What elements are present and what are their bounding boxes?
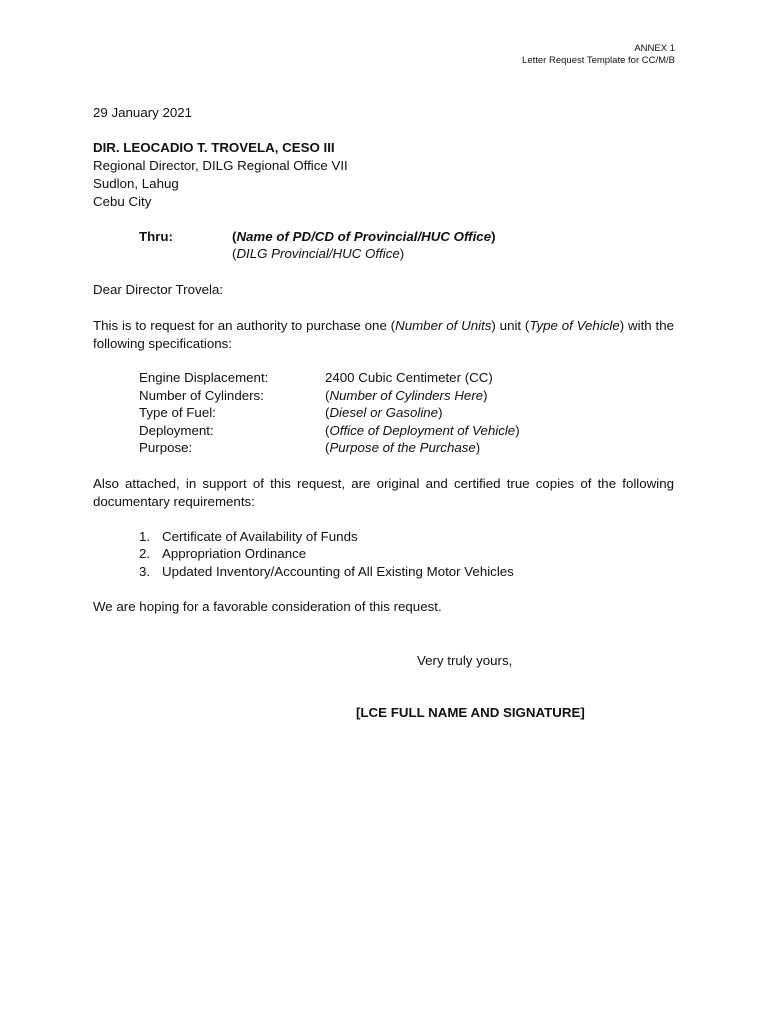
letter-date: 29 January 2021 [93,105,193,120]
spec-value [325,439,480,457]
spec-placeholder: Office of Deployment of Vehicle [329,423,516,438]
signature-placeholder: [LCE FULL NAME AND SIGNATURE] [356,705,585,720]
spec-label: Type of Fuel: [139,405,216,420]
complimentary-close: Very truly yours, [417,653,513,668]
thru-paren-open-2: ( [232,246,237,261]
spec-value-text: 2400 Cubic Centimeter (CC) [325,370,493,385]
spec-suffix: ) [475,440,481,455]
spec-prefix: ( [325,423,330,438]
spec-label: Deployment: [139,423,214,438]
list-item-number: 1. [139,529,151,544]
list-item-number: 3. [139,564,151,579]
spec-placeholder: Purpose of the Purchase [329,440,476,455]
spec-suffix: ) [438,405,443,420]
request-text-3: ) with the following specifications: [93,318,674,351]
spec-value [325,404,443,422]
vehicle-type-placeholder: Type of Vehicle [529,318,620,333]
salutation: Dear Director Trovela: [93,282,224,297]
recipient-address-line1: Sudlon, Lahug [93,176,179,191]
spec-label: Number of Cylinders: [139,388,264,403]
spec-prefix: ( [325,388,330,403]
thru-office-placeholder: DILG Provincial/HUC Office [236,246,400,261]
spec-value [325,369,493,387]
spec-placeholder: Number of Cylinders Here [329,388,484,403]
request-text-2: ) unit ( [491,318,530,333]
list-item-text: Appropriation Ordinance [162,546,307,561]
list-item [139,563,514,581]
spec-label: Engine Displacement: [139,370,269,385]
thru-line1 [232,228,496,246]
attachment-paragraph: Also attached, in support of this request, are original and certified true copies of the following documentary requirements: [93,476,674,509]
spec-placeholder: Diesel or Gasoline [329,405,439,420]
thru-paren-close-1: ) [491,229,496,244]
spec-suffix: ) [483,388,488,403]
recipient-position: Regional Director, DILG Regional Office VII [93,158,348,173]
template-title: Letter Request Template for CC/M/B [522,55,675,66]
spec-value [325,422,520,440]
units-placeholder: Number of Units [395,318,492,333]
list-item [139,545,306,563]
list-item [139,528,358,546]
annex-label: ANNEX 1 [634,43,675,54]
thru-paren-close-2: ) [399,246,405,261]
closing-paragraph: We are hoping for a favorable consideration of this request. [93,599,442,614]
list-item-number: 2. [139,546,151,561]
recipient-name: DIR. LEOCADIO T. TROVELA, CESO III [93,140,335,155]
spec-prefix: ( [325,440,330,455]
recipient-address-line2: Cebu City [93,194,152,209]
thru-label: Thru: [139,229,173,244]
spec-suffix: ) [515,423,520,438]
list-item-text: Certificate of Availability of Funds [162,529,358,544]
spec-value [325,387,488,405]
thru-office-head-placeholder: Name of PD/CD of Provincial/HUC Office [236,229,492,244]
thru-line2 [232,245,404,263]
thru-paren-open-1: ( [232,229,237,244]
list-item-text: Updated Inventory/Accounting of All Existing Motor Vehicles [162,564,514,579]
request-paragraph [93,317,674,352]
spec-label: Purpose: [139,440,193,455]
request-text-1: This is to request for an authority to purchase one ( [93,318,396,333]
spec-prefix: ( [325,405,330,420]
